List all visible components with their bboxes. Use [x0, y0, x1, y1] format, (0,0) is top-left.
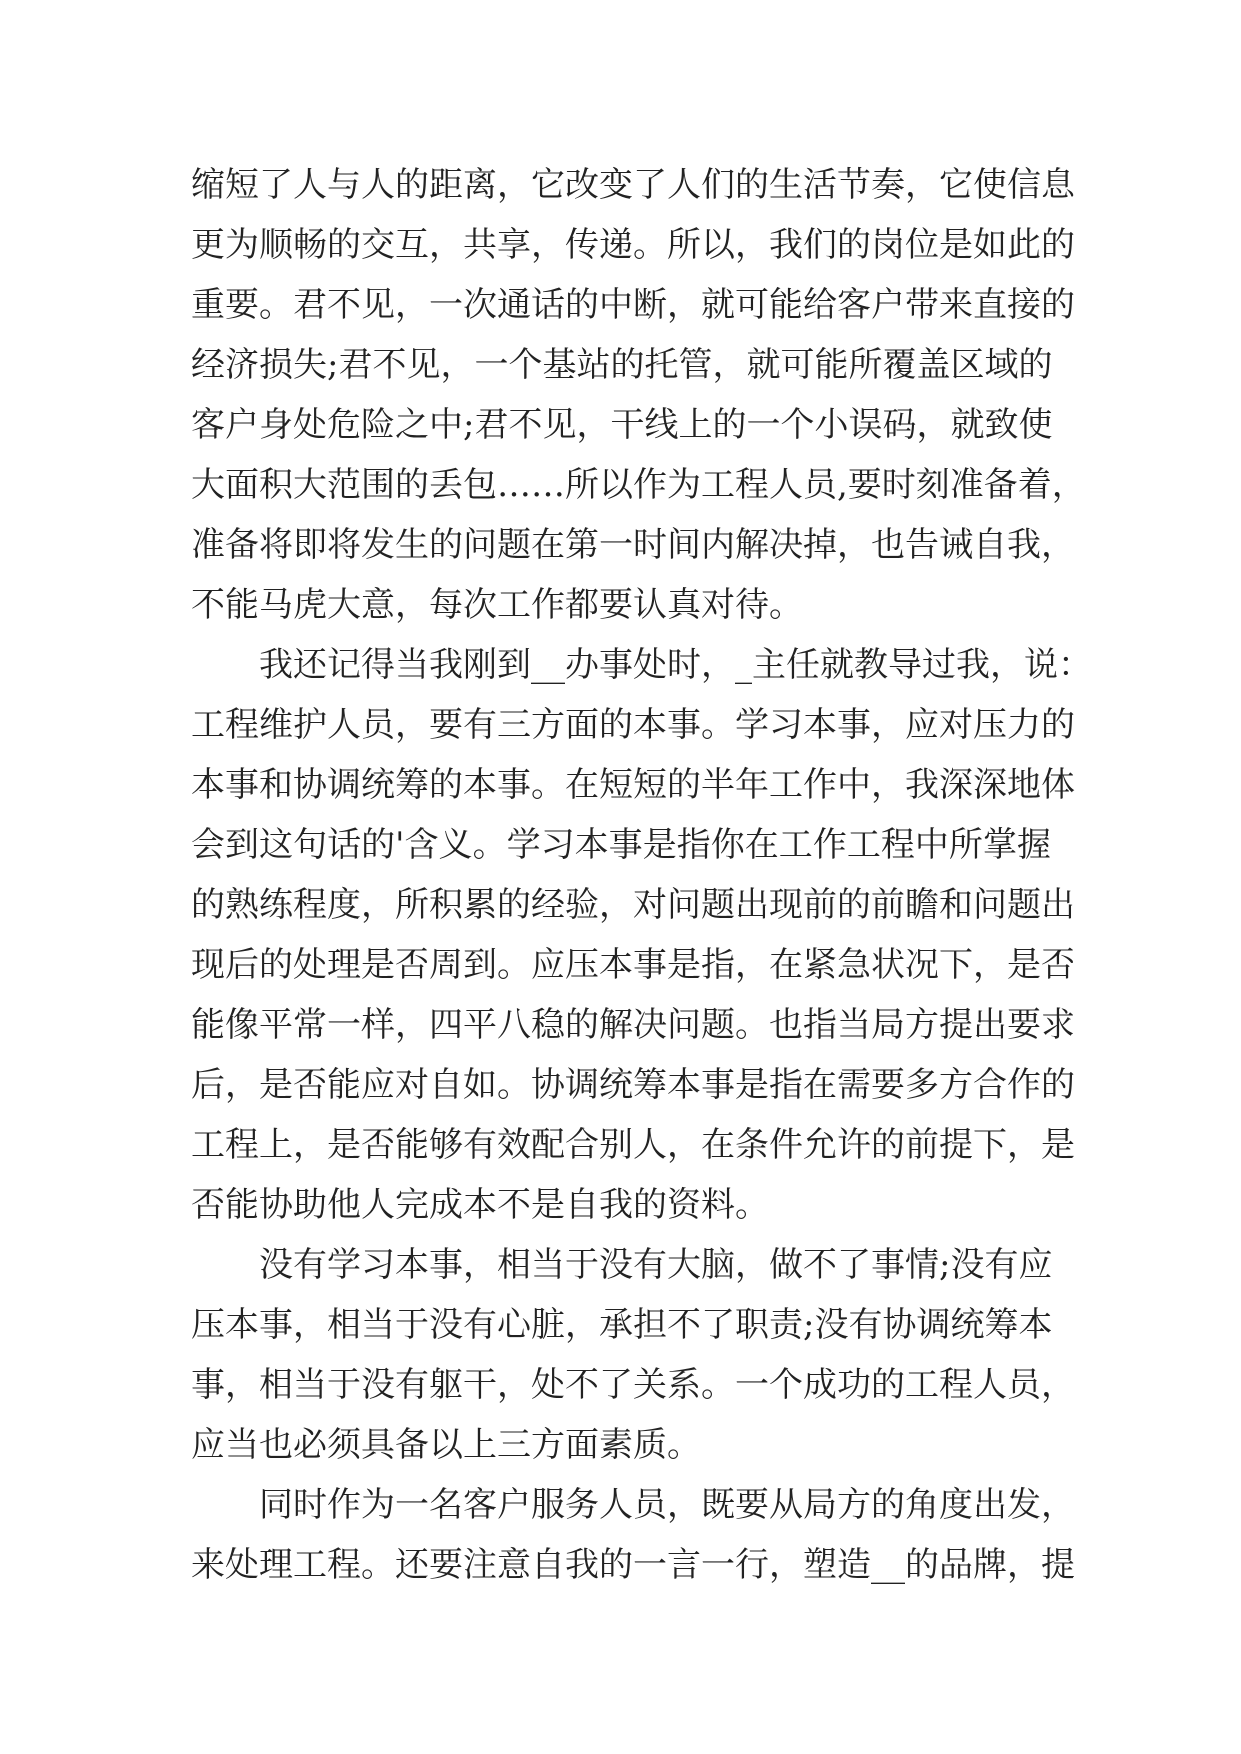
text-line: 不能马虎大意，每次工作都要认真对待。	[191, 585, 803, 625]
text-line: 会到这句话的'含义。学习本事是指你在工作工程中所掌握	[191, 825, 1051, 865]
text-line: 压本事，相当于没有心脏，承担不了职责;没有协调统筹本	[191, 1305, 1053, 1345]
text-line: 准备将即将发生的问题在第一时间内解决掉，也告诫自我，	[191, 525, 1075, 565]
text-line: 同时作为一名客户服务人员，既要从局方的角度出发，	[259, 1485, 1075, 1525]
text-line: 本事和协调统筹的本事。在短短的半年工作中，我深深地体	[191, 765, 1075, 805]
text-line: 缩短了人与人的距离，它改变了人们的生活节奏，它使信息	[191, 165, 1075, 205]
text-line: 应当也必须具备以上三方面素质。	[191, 1425, 701, 1465]
text-line: 能像平常一样，四平八稳的解决问题。也指当局方提出要求	[191, 1005, 1075, 1045]
document-body	[191, 160, 1092, 1600]
text-line: 现后的处理是否周到。应压本事是指，在紧急状况下，是否	[191, 945, 1075, 985]
text-line: 客户身处危险之中;君不见，干线上的一个小误码，就致使	[191, 405, 1053, 445]
text-line: 事，相当于没有躯干，处不了关系。一个成功的工程人员，	[191, 1365, 1075, 1405]
text-line: 后，是否能应对自如。协调统筹本事是指在需要多方合作的	[191, 1065, 1075, 1105]
text-line: 来处理工程。还要注意自我的一言一行，塑造__的品牌，提	[191, 1545, 1075, 1585]
text-line: 工程维护人员，要有三方面的本事。学习本事，应对压力的	[191, 705, 1075, 745]
text-line: 否能协助他人完成本不是自我的资料。	[191, 1185, 769, 1225]
text-line: 更为顺畅的交互，共享，传递。所以，我们的岗位是如此的	[191, 225, 1075, 265]
text-line: 大面积大范围的丢包……所以作为工程人员,要时刻准备着，	[191, 465, 1086, 505]
text-line: 重要。君不见，一次通话的中断，就可能给客户带来直接的	[191, 285, 1075, 325]
text-line: 经济损失;君不见，一个基站的托管，就可能所覆盖区域的	[191, 345, 1053, 385]
text-line: 的熟练程度，所积累的经验，对问题出现前的前瞻和问题出	[191, 885, 1075, 925]
text-line: 我还记得当我刚到__办事处时，_主任就教导过我，说：	[259, 645, 1092, 685]
text-line: 没有学习本事，相当于没有大脑，做不了事情;没有应	[259, 1245, 1053, 1285]
text-line: 工程上，是否能够有效配合别人，在条件允许的前提下，是	[191, 1125, 1075, 1165]
